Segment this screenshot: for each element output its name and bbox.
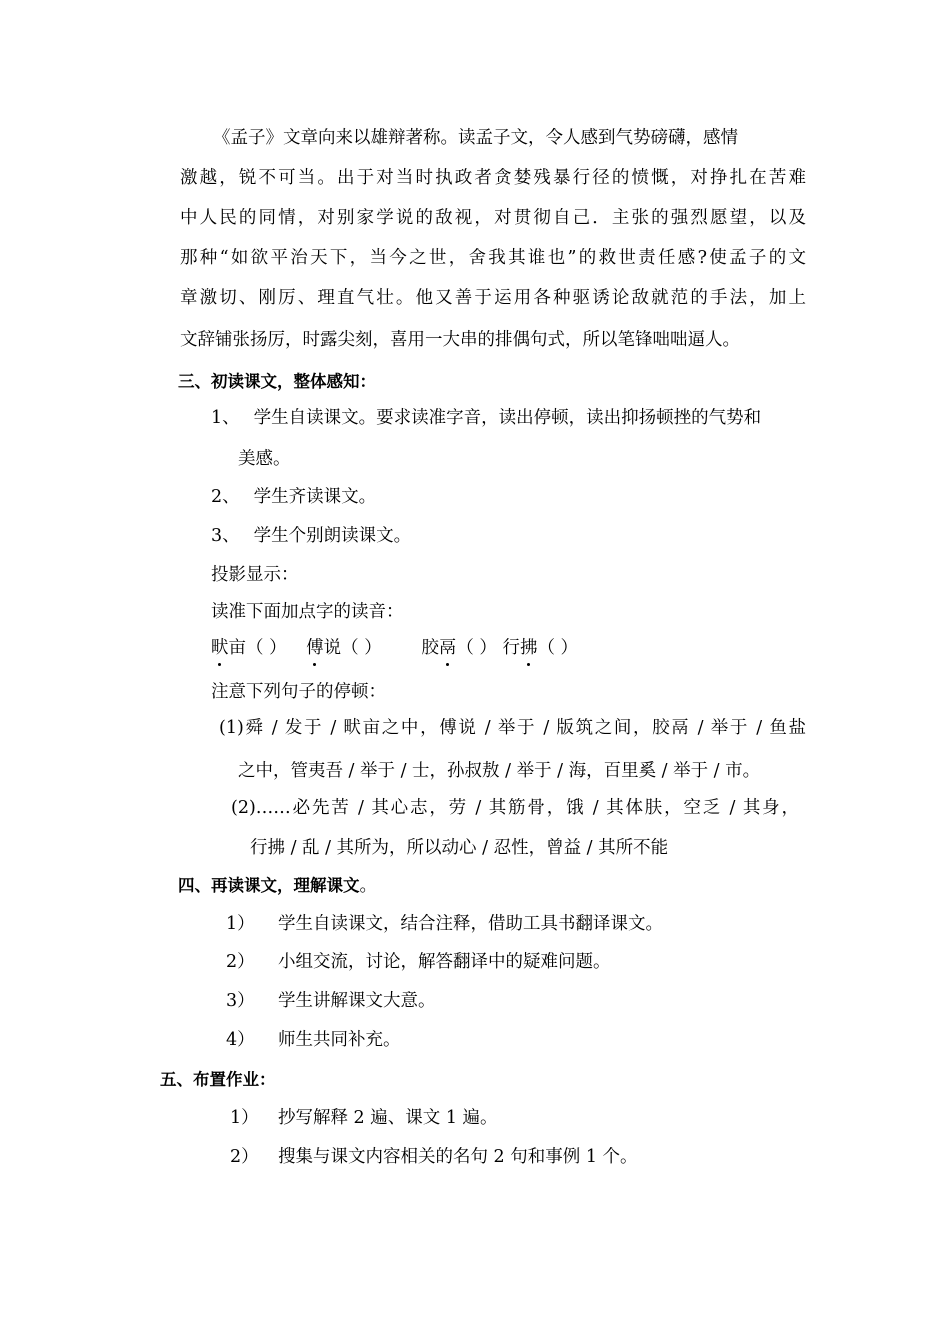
- item-text: 抄写解释 2 遍、课文 1 遍。: [278, 1108, 498, 1128]
- intro-line-2: 激越，锐不可当。出于对当时执政者贪婪残暴行径的愤慨，对挣扎在苦难: [180, 168, 806, 188]
- item-text: 学生个别朗读课文。: [253, 526, 412, 546]
- sentence-2-line-1: (2)……必先苦 / 其心志，劳 / 其筋骨，饿 / 其体肤，空乏 / 其身，: [231, 798, 799, 818]
- word-3: 胶鬲（ ）: [421, 638, 497, 658]
- section4-item-2: [226, 950, 611, 974]
- word-4: 行拂（ ）: [502, 638, 579, 658]
- intro-line-1: 《孟子》文章向来以雄辩著称。读孟子文，令人感到气势磅礴，感情: [213, 128, 738, 148]
- sentence-1-line-1: (1)舜 / 发于 / 畎亩之中，傅说 / 举于 / 版筑之间，胶鬲 / 举于 / 鱼盐: [219, 718, 806, 738]
- section4-item-4: [226, 1028, 401, 1052]
- intro-line-4: 那种“如欲平治天下，当今之世，舍我其谁也”的救世责任感?使孟子的文: [180, 248, 806, 268]
- item-number: 1）: [226, 914, 255, 934]
- sentence-1-line-2: 之中，管夷吾 / 举于 / 士，孙叔敖 / 举于 / 海，百里奚 / 举于 / 市。: [238, 761, 761, 781]
- item-text: 小组交流，讨论，解答翻译中的疑难问题。: [278, 952, 611, 972]
- item-number: 3、: [211, 526, 240, 546]
- item-text: 学生齐读课文。: [253, 487, 377, 507]
- word-2: 傅说（ ）: [306, 638, 382, 658]
- dotted-char: 鬲: [438, 638, 457, 658]
- pause-prompt: 注意下列句子的停顿：: [211, 682, 386, 702]
- item-text: 学生讲解课文大意。: [278, 991, 436, 1011]
- dotted-char: 拂: [519, 638, 538, 658]
- item-number: 3）: [226, 991, 255, 1011]
- item-number: 2）: [226, 952, 255, 972]
- section3-item-1-cont: 美感。: [238, 449, 291, 469]
- section5-item-2: [230, 1145, 638, 1169]
- sentence-2-line-2: 行拂 / 乱 / 其所为，所以动心 / 忍性，曾益 / 其所不能: [250, 838, 669, 858]
- item-text: 师生共同补充。: [278, 1030, 401, 1050]
- intro-line-3: 中人民的同情，对别家学说的敌视，对贯彻自己．主张的强烈愿望，以及: [180, 208, 806, 228]
- item-number: 1、: [211, 408, 240, 428]
- section5-item-1: [230, 1106, 498, 1130]
- intro-line-5: 章激切、刚厉、理直气壮。他又善于运用各种驱诱论敌就范的手法，加上: [180, 288, 806, 308]
- word-1: 畎亩（ ）: [211, 638, 287, 658]
- projection-label: 投影显示：: [211, 565, 299, 585]
- item-number: 4）: [226, 1030, 255, 1050]
- section3-item-3: [211, 524, 411, 548]
- item-text: 学生自读课文，结合注释，借助工具书翻译课文。: [278, 914, 663, 934]
- section4-heading: 四、再读课文，理解课文。: [178, 876, 377, 896]
- pronounce-words: [211, 636, 578, 660]
- section3-item-2: [211, 485, 376, 509]
- section3-heading: 三、初读课文，整体感知：: [178, 372, 376, 391]
- item-text: 搜集与课文内容相关的名句 2 句和事例 1 个。: [278, 1147, 638, 1167]
- section3-item-1: [211, 406, 761, 430]
- intro-line-6: 文辞铺张扬厉，时露尖刻，喜用一大串的排偶句式，所以笔锋咄咄逼人。: [180, 330, 740, 350]
- item-text: 学生自读课文。要求读准字音，读出停顿，读出抑扬顿挫的气势和: [253, 408, 762, 428]
- pronounce-prompt: 读准下面加点字的读音：: [211, 602, 404, 622]
- item-number: 2）: [230, 1147, 259, 1167]
- dotted-char: 畎: [211, 638, 229, 658]
- section4-item-1: [226, 912, 663, 936]
- item-number: 1）: [230, 1108, 259, 1128]
- section5-heading: 五、布置作业：: [160, 1070, 276, 1089]
- item-number: 2、: [211, 487, 240, 507]
- dotted-char: 傅: [306, 638, 324, 658]
- section4-item-3: [226, 989, 436, 1013]
